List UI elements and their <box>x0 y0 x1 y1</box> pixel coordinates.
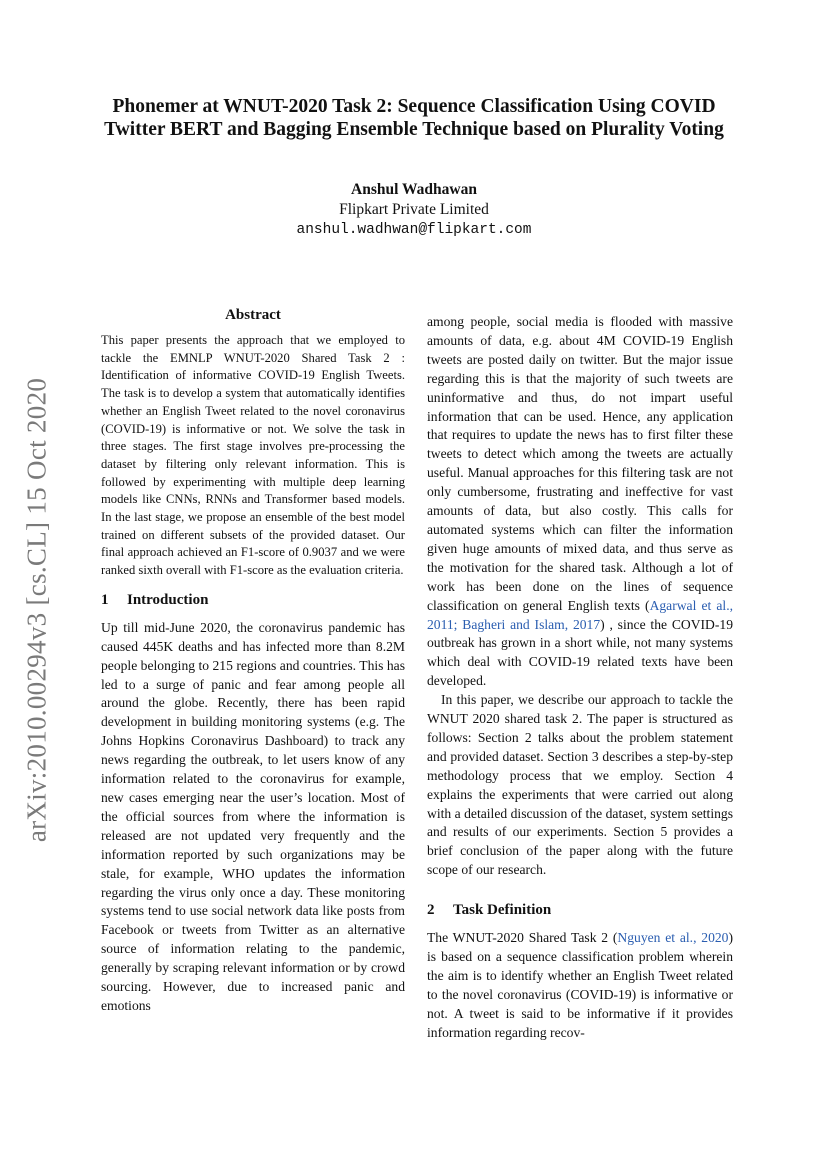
title-line-1: Phonemer at WNUT-2020 Task 2: Sequence Classification Using COVID <box>112 96 716 117</box>
arxiv-identifier: arXiv:2010.00294v3 [cs.CL] 15 Oct 2020 <box>21 377 52 843</box>
right-column <box>427 313 733 1043</box>
intro-paragraph-1: Up till mid-June 2020, the coronavirus pandemic has caused 445K deaths and has infected more than 8.2M people belonging to 215 regions and countries. This has led to a surge of panic and fear among people all around the globe. Recently, there has been rapid development in building monitoring systems (e.g. The Johns Hopkins Coronavirus Dashboard) to track any news regarding the outbreak, to let users know of any information related to the coronavirus for example, new cases emerging near the user’s location. Most of the official sources from where the information is released are not updated very frequently and the information reported by such organizations may be stale, for example, WHO updates the information regarding the virus only once a day. These monitoring systems tend to use social network data like posts from Facebook or tweets from Twitter as an alternative source of information relating to the pandemic, generally by scraping relevant information or by crowd sourcing. However, due to increased panic and emotions <box>101 619 405 1013</box>
task-text-start: The WNUT-2020 Shared Task 2 ( <box>427 930 618 946</box>
section-heading-task-definition <box>427 900 733 920</box>
paper-title <box>80 95 748 141</box>
author-email: anshul.wadhwan@flipkart.com <box>296 222 532 238</box>
intro-paragraph-2: In this paper, we describe our approach to tackle the WNUT 2020 shared task 2. The paper is structured as follows: Section 2 talks about the problem statement and provided dataset. Section 3 describes a step-by-step methodology process that we employ. Section 4 explains the experiments that were carried out along with a detailed discussion of the dataset, system settings and results of our experiments. Section 5 provides a brief conclusion of the paper along with the future scope of our research. <box>427 692 733 878</box>
intro-continued-text-end: ) , since the COVID-19 outbreak has grown in a short while, not many systems which deal with COVID-19 related texts have been developed. <box>427 616 733 689</box>
intro-paragraph-1-continued <box>427 313 733 691</box>
section-title: Task Definition <box>453 902 552 919</box>
section-heading-introduction <box>101 590 405 610</box>
author-block <box>80 180 748 240</box>
title-line-2: Twitter BERT and Bagging Ensemble Technique based on Plurality Voting <box>104 119 724 140</box>
citation-link[interactable]: Nguyen et al., 2020 <box>617 930 729 946</box>
intro-continued-text: among people, social media is flooded with massive amounts of data, e.g. about 4M COVID-19 English tweets are posted daily on twitter. But the major issue regarding this is that the majority of such tweets are uninformative and thus, do not impart useful information that can be used. Hence, any application that requires to update the news has to first filter these tweets to detect which among the tweets are actually useful. Manual approaches for this filtering task are not only cumbersome, frustrating and ineffective for vast amounts of data, but also costly. This calls for automated systems which can filter the information given huge amounts of mixed data, and thus serve as the motivation for the shared task. Although a lot of work has been done on the lines of sequence classification on general English texts ( <box>427 314 733 613</box>
author-affiliation: Flipkart Private Limited <box>339 201 489 218</box>
task-text-end: ) is based on a sequence classification problem wherein the aim is to identify whether an English Tweet related to the novel coronavirus (COVID-19) is informative or not. A tweet is said to be informative if it provides information regarding recov- <box>427 930 733 1040</box>
arxiv-sidebar <box>14 365 60 855</box>
section-title: Introduction <box>127 591 209 608</box>
task-paragraph <box>427 929 733 1042</box>
abstract-heading: Abstract <box>225 307 281 323</box>
citation-link[interactable]: Agarwal et al., 2011; Bagheri and Islam, 2017 <box>427 597 733 632</box>
abstract-text: This paper presents the approach that we employed to tackle the EMNLP WNUT-2020 Shared Task 2 : Identification of informative COVID-19 English Tweets. The task is to develop a system that automatically identifies whether an English Tweet related to the novel coronavirus (COVID-19) is informative or not. We solve the task in three stages. The first stage involves pre-processing the dataset by filtering only relevant information. This is followed by experimenting with multiple deep learning models like CNNs, RNNs and Transformer based models. In the last stage, we propose an ensemble of the best model trained on different subsets of the provided dataset. Our final approach achieved an F1-score of 0.9037 and we were ranked sixth overall with F1-score as the evaluation criteria. <box>101 333 405 578</box>
left-column <box>101 306 405 1016</box>
section-number: 2 <box>427 902 435 919</box>
author-name: Anshul Wadhawan <box>351 181 477 198</box>
section-number: 1 <box>101 591 109 608</box>
